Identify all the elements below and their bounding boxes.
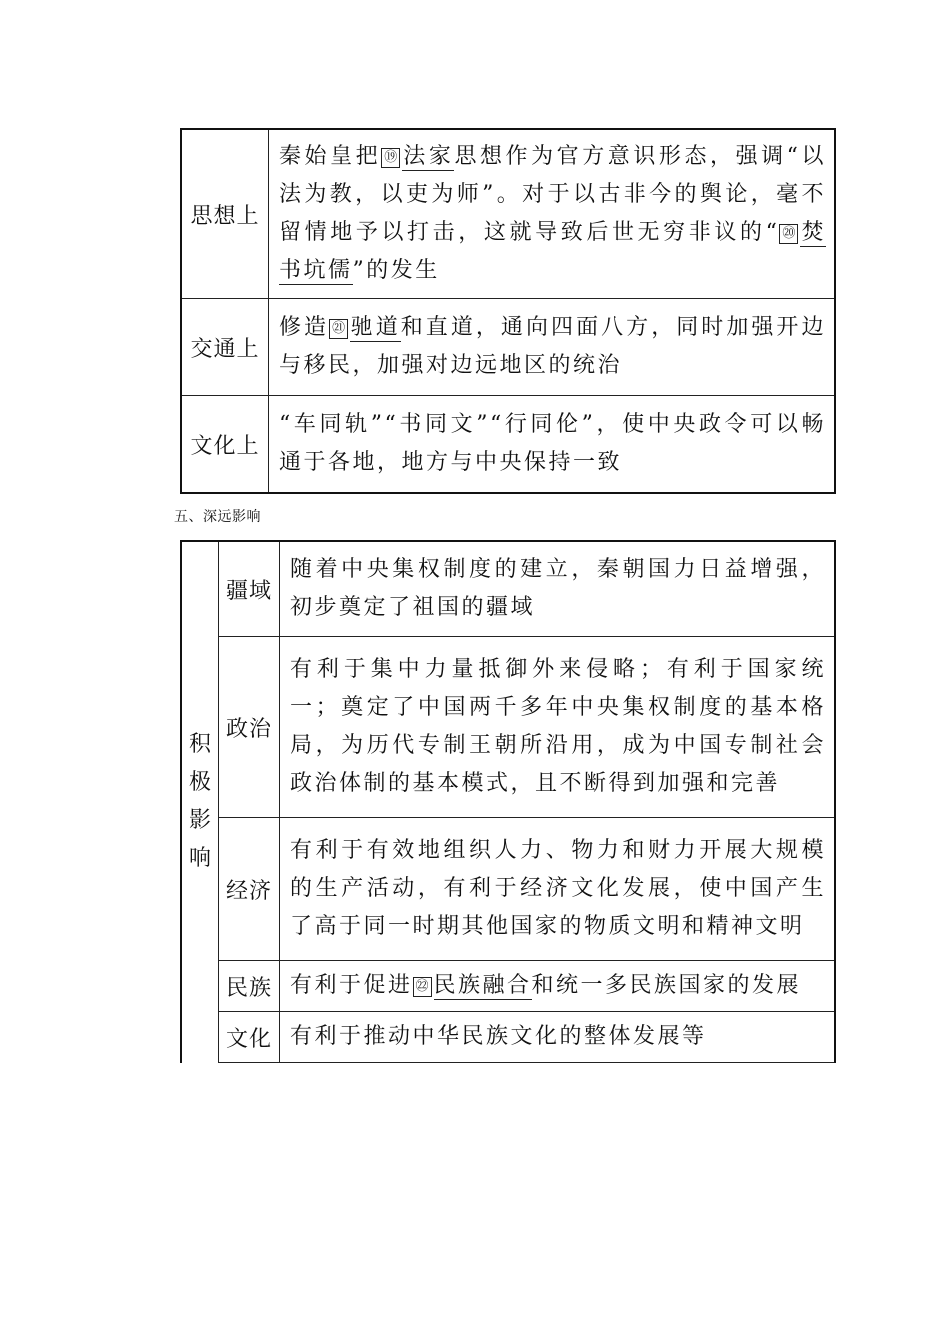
answer-text: 民族融合 — [433, 973, 532, 998]
blank-number: ⑳ — [779, 224, 798, 244]
answer-text: 驰道 — [350, 315, 401, 340]
vertical-category — [181, 541, 219, 1063]
vertical-char: 影 — [188, 808, 211, 834]
table-row — [181, 299, 835, 396]
text-segment: 和直道，通向四面八方，同时加强开边与移民，加强对边远地区的统治 — [279, 315, 826, 378]
section-title: 五、深远影响 — [174, 509, 261, 525]
answer-text: 焚书坑儒 — [279, 220, 826, 283]
table-row — [181, 1012, 835, 1063]
vertical-char: 极 — [188, 770, 211, 796]
vertical-char: 积 — [188, 732, 211, 758]
text-segment: ”的发生 — [352, 258, 440, 283]
table-row — [181, 961, 835, 1012]
row-content: 有利于推动中华民族文化的整体发展等 — [280, 1012, 836, 1063]
vertical-char: 响 — [188, 846, 211, 872]
influence-table — [180, 540, 836, 1063]
blank-number: ㉒ — [413, 977, 432, 997]
row-category: 交通上 — [181, 299, 269, 396]
row-category: 思想上 — [181, 129, 269, 299]
table-row — [181, 129, 835, 299]
answer-text: 法家 — [402, 144, 455, 169]
row-category: 民族 — [219, 961, 280, 1012]
row-category: 政治 — [219, 637, 280, 818]
row-content: “车同轨”“书同文”“行同伦”，使中央政令可以畅通于各地，地方与中央保持一致 — [269, 396, 836, 494]
table-row — [181, 396, 835, 494]
row-category: 经济 — [219, 818, 280, 961]
text-segment: 修造 — [279, 315, 330, 340]
text-segment: 秦始皇把 — [279, 144, 382, 169]
row-content: 有利于有效地组织人力、物力和财力开展大规模的生产活动，有利于经济文化发展，使中国产生了高于同一时期其他国家的物质文明和精神文明 — [280, 818, 836, 961]
text-segment: 有利于促进 — [290, 973, 413, 998]
blank-number: ⑲ — [381, 148, 400, 168]
row-category: 文化上 — [181, 396, 269, 494]
row-content — [269, 129, 836, 299]
text-segment: 和统一多民族国家的发展 — [531, 973, 802, 998]
table-row — [181, 637, 835, 818]
table-row — [181, 541, 835, 637]
policy-table — [180, 128, 836, 494]
row-category: 文化 — [219, 1012, 280, 1063]
text-segment: 思想作为官方意识形态，强调“以法为教，以吏为师”。对于以古非今的舆论，毫不留情地予以打击，这就导致后世无穷非议的“ — [279, 144, 826, 245]
row-content — [280, 961, 836, 1012]
row-category: 疆域 — [219, 541, 280, 637]
row-content: 随着中央集权制度的建立，秦朝国力日益增强，初步奠定了祖国的疆域 — [280, 541, 836, 637]
row-content: 有利于集中力量抵御外来侵略；有利于国家统一；奠定了中国两千多年中央集权制度的基本格局，为历代专制王朝所沿用，成为中国专制社会政治体制的基本模式，且不断得到加强和完善 — [280, 637, 836, 818]
row-content — [269, 299, 836, 396]
blank-number: ㉑ — [329, 319, 348, 339]
table-row — [181, 818, 835, 961]
